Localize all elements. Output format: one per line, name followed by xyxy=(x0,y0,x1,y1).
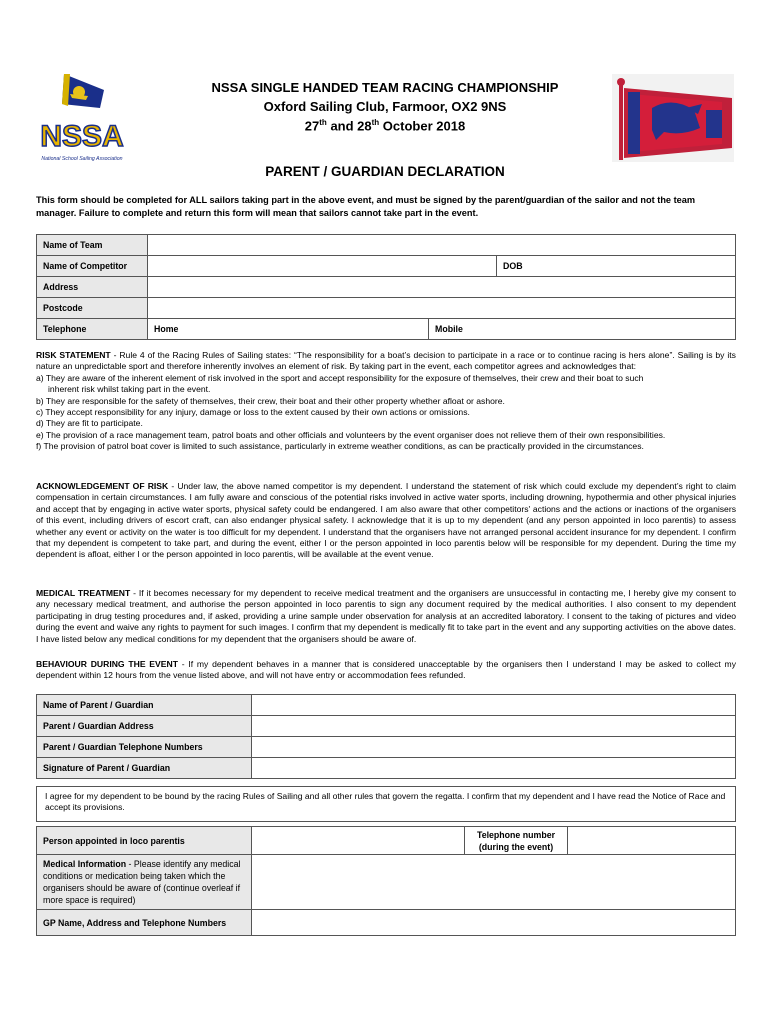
loco-parentis-field[interactable] xyxy=(252,827,465,855)
postcode-label: Postcode xyxy=(37,298,148,319)
guardian-name-label: Name of Parent / Guardian xyxy=(37,695,252,716)
svg-text:National School Sailing Associ: National School Sailing Association xyxy=(41,156,123,162)
guardian-address-field[interactable] xyxy=(252,716,736,737)
loco-parentis-label: Person appointed in loco parentis xyxy=(37,827,252,855)
home-phone-field[interactable]: Home xyxy=(148,319,429,340)
event-phone-label: Telephone number (during the event) xyxy=(465,827,568,855)
address-field[interactable] xyxy=(148,277,736,298)
guardian-phone-label: Parent / Guardian Telephone Numbers xyxy=(37,737,252,758)
event-dates: 27th and 28th October 2018 xyxy=(304,118,466,134)
dob-field[interactable]: DOB xyxy=(497,256,736,277)
acknowledgement-of-risk: ACKNOWLEDGEMENT OF RISK - Under law, the above named competitor is my dependent. I understand the statement of risk which could exclude my dependent’s right to claim compensation in certain circumstances. I am fully aware and conscious of the potential risks involved in active water sports, including drowning, hypothermia and other physical injuries and accept that by engaging in active water sports, physical safety could be endangered. I am also aware that other competitors' actions and the actions or inactions of the organisers of this event, including drivers of escort craft, can also endanger physical safety. I acknowledge that it is up to my dependent (and any person appointed in loco parentis) to assess whether any event or activity on the water is too difficult for my dependent. I understand that the organisers have not arranged personal accident insurance for my dependent. I confirm that my dependent is competent to take part, and during the event, either I or the person appointed in loco parentis below will be responsible for my dependent. During the time my dependent is afloat, either I or the person appointed in loco parentis, will be available at the event venue. xyxy=(36,481,737,560)
agreement-box xyxy=(36,786,736,822)
event-title: NSSA SINGLE HANDED TEAM RACING CHAMPIONSHIP xyxy=(211,80,559,95)
team-label: Name of Team xyxy=(37,235,148,256)
agreement-text: I agree for my dependent to be bound by the racing Rules of Sailing and all other rules that govern the regatta. I confirm that my dependent and I have read the Notice of Race and accept its provisions. xyxy=(45,791,726,813)
competitor-field[interactable] xyxy=(148,256,497,277)
svg-text:NSSA: NSSA xyxy=(40,120,124,153)
postcode-field[interactable] xyxy=(148,298,736,319)
medical-treatment: MEDICAL TREATMENT - If it becomes necessary for my dependent to receive medical treatment and the organisers are unsuccessful in contacting me, I hereby give my consent to any necessary medical treatment, and authorise the person appointed in loco parentis to sign any document required by the medical authorities. I also consent to my dependent participating in drug testing procedures and, if asked, providing a urine sample under observation for analysis at an accredited laboratory. I consent to the taking of pictures and video during the event and waive any rights to payment for such images. I confirm that my dependent is medically fit to take part in the event and any supporting activities on the above dates. I have listed below any medical conditions for my dependent that the organisers should be aware of. xyxy=(36,588,736,644)
medical-info-label: Medical Information - Please identify any medical conditions or medication being taken which the organisers should be aware of (continue overleaf if more space is required) xyxy=(37,855,252,910)
loco-parentis-form xyxy=(36,826,736,936)
guardian-address-label: Parent / Guardian Address xyxy=(37,716,252,737)
declaration-title: PARENT / GUARDIAN DECLARATION xyxy=(265,164,505,179)
guardian-name-field[interactable] xyxy=(252,695,736,716)
gp-details-label: GP Name, Address and Telephone Numbers xyxy=(37,910,252,936)
guardian-signature-label: Signature of Parent / Guardian xyxy=(37,758,252,779)
competitor-form xyxy=(36,234,736,340)
intro-text: This form should be completed for ALL sailors taking part in the above event, and must be signed by the parent/guardian of the sailor and not the team manager. Failure to complete and return this form will mean that sailors cannot take part in the event. xyxy=(36,195,696,218)
mobile-phone-field[interactable]: Mobile xyxy=(429,319,736,340)
telephone-label: Telephone xyxy=(37,319,148,340)
gp-details-field[interactable] xyxy=(252,910,736,936)
guardian-phone-field[interactable] xyxy=(252,737,736,758)
event-venue: Oxford Sailing Club, Farmoor, OX2 9NS xyxy=(263,99,507,114)
event-phone-field[interactable] xyxy=(568,827,736,855)
team-field[interactable] xyxy=(148,235,736,256)
risk-statement: RISK STATEMENT - Rule 4 of the Racing Rules of Sailing states: “The responsibility for a boat’s decision to participate in a race or to continue racing is hers alone”. Sailing is by its nature an unpredictable sport and therefore inherently involves an element of risk. By taking part in the event, each competitor agrees and acknowledges that: a) They are aware of the inherent element of risk involved in the sport and accept responsibility for the exposure of themselves, their crew and their boat to such inherent risk whilst taking part in the event. b) They are responsible for the safety of themselves, their crew, their boat and their other property whether afloat or ashore. c) They accept responsibility for any injury, damage or loss to the extent caused by their own actions or omissions. d) They are fit to participate. e) The provision of a race management team, patrol boats and other officials and volunteers by the event organiser does not relieve them of their own responsibilities. f) The provision of patrol boat cover is limited to such assistance, particularly in extreme weather conditions, as can be practically provided in the circumstances. xyxy=(36,350,736,452)
address-label: Address xyxy=(37,277,148,298)
guardian-signature-field[interactable] xyxy=(252,758,736,779)
medical-info-field[interactable] xyxy=(252,855,736,910)
guardian-form xyxy=(36,694,736,779)
competitor-label: Name of Competitor xyxy=(37,256,148,277)
behaviour-during-event: BEHAVIOUR DURING THE EVENT - If my dependent behaves in a manner that is considered unacceptable by the organisers then I understand I may be asked to collect my dependent within 12 hours from the venue listed above, and will not have entry or accommodation fees refunded. xyxy=(36,659,736,681)
